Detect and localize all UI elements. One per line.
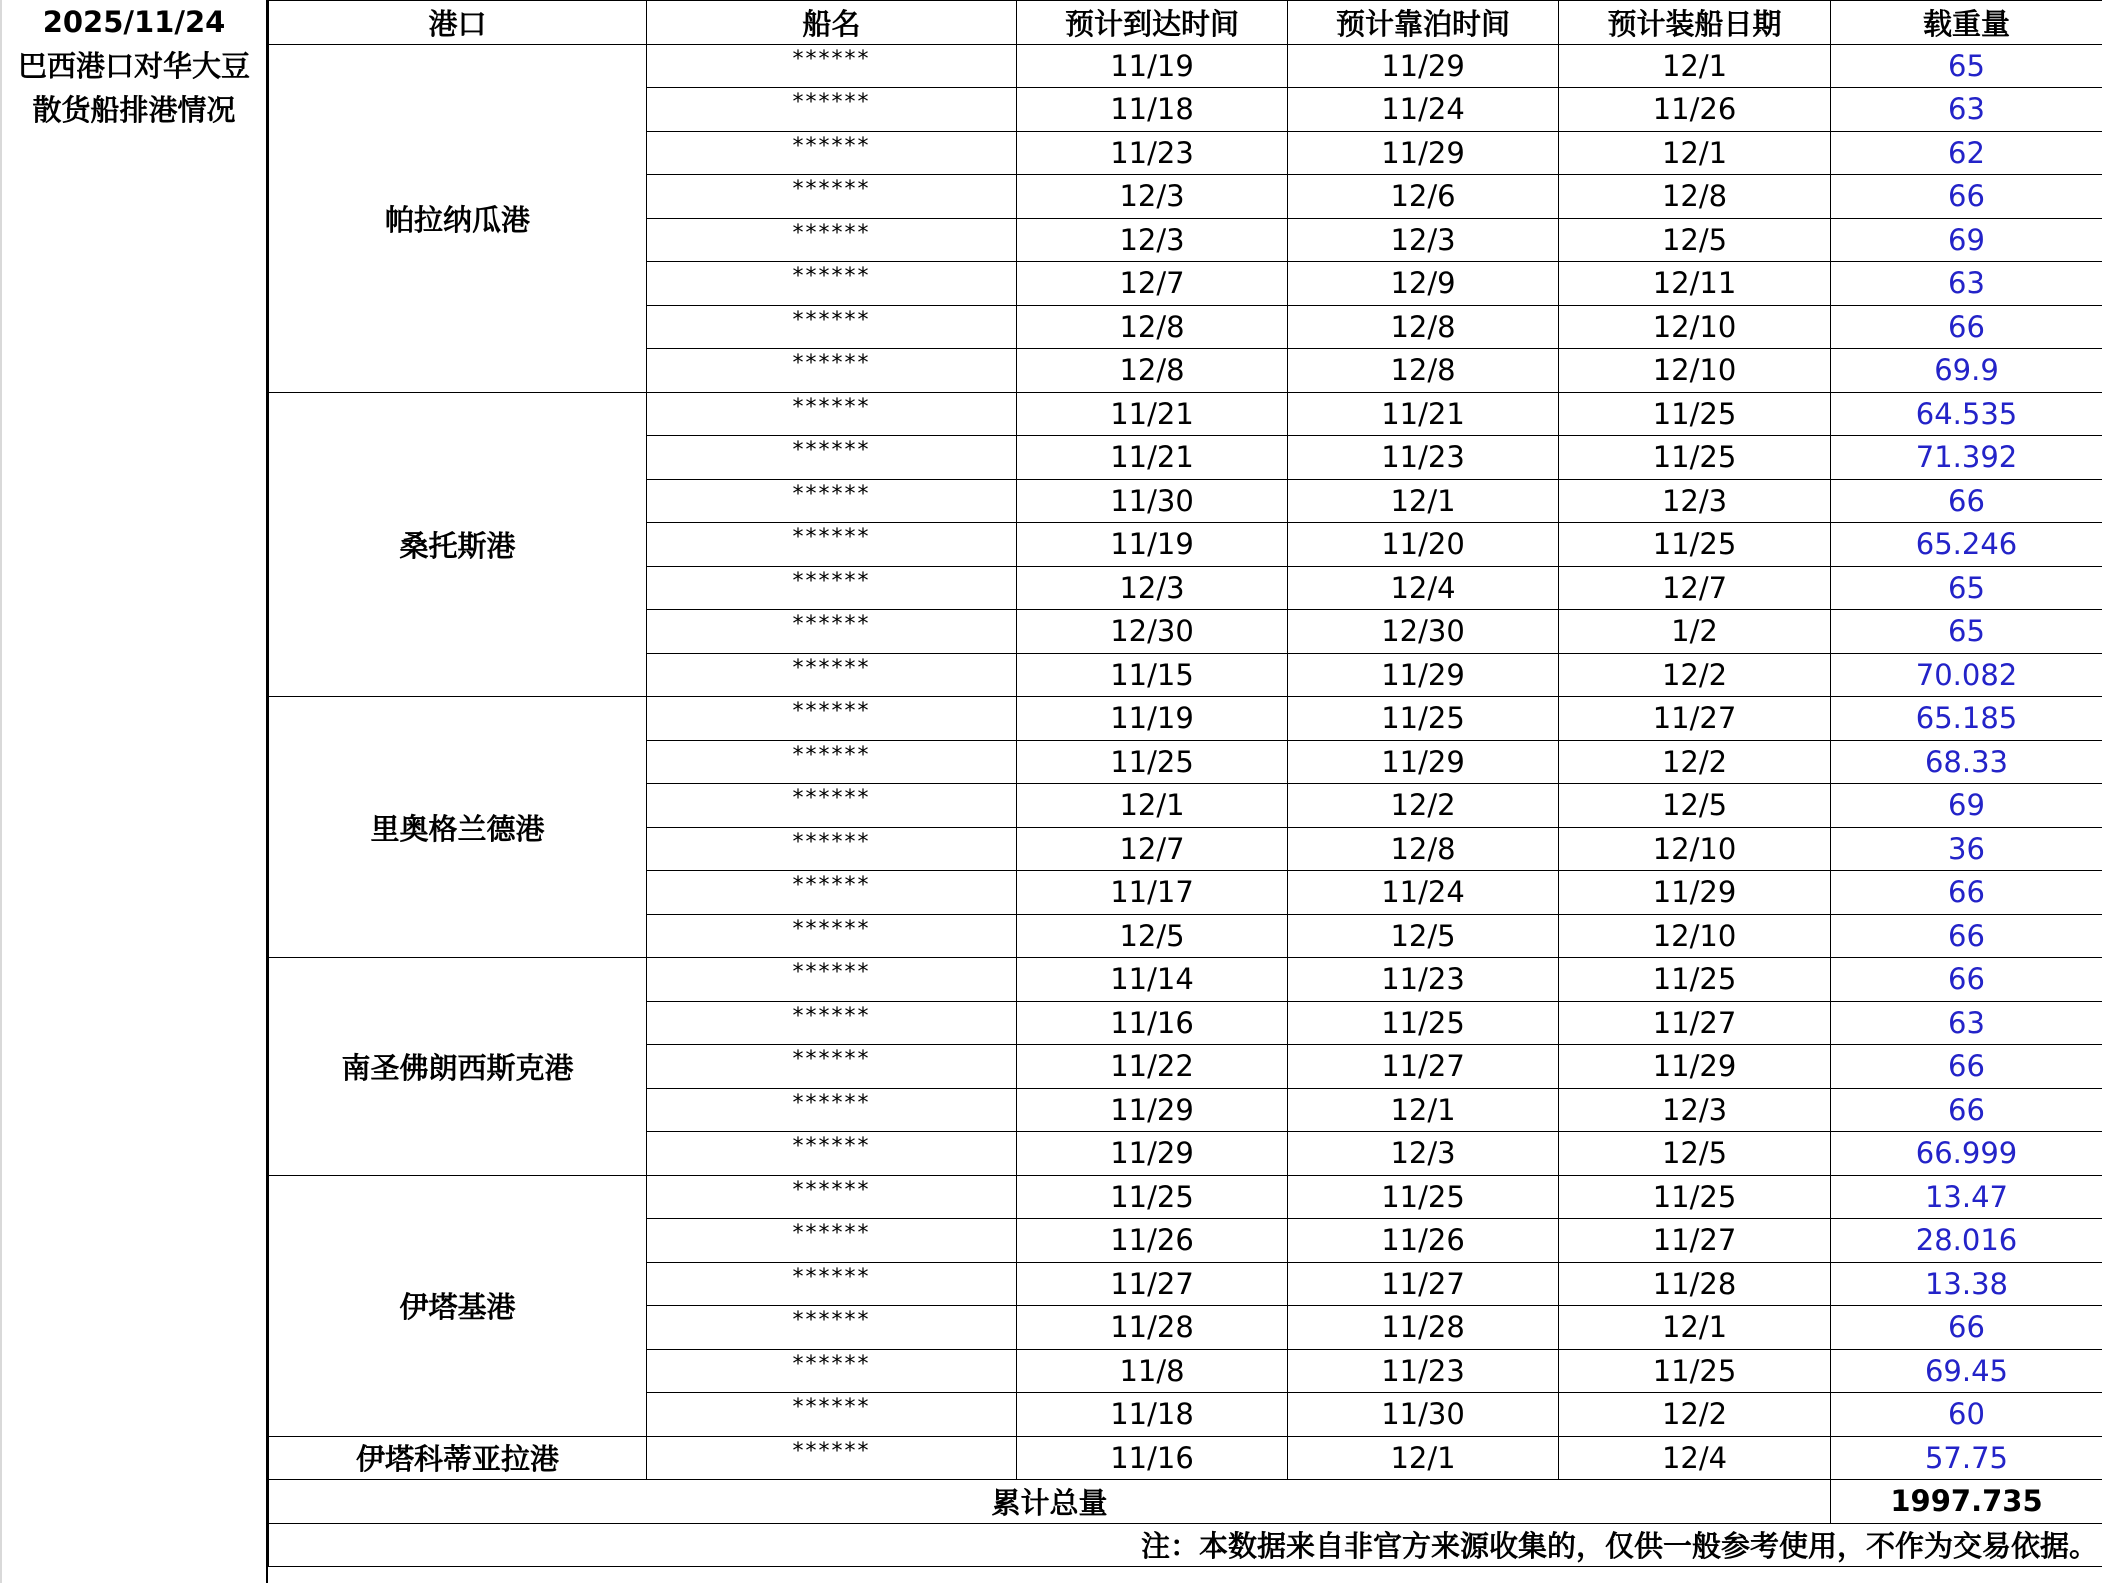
- ship-name-cell: ******: [647, 218, 1017, 262]
- port-name-cell: 南圣佛朗西斯克港: [269, 958, 647, 1176]
- ship-name-cell: ******: [647, 1219, 1017, 1263]
- header-loading: 预计装船日期: [1559, 1, 1831, 45]
- report-title-line2: 散货船排港情况: [32, 93, 236, 127]
- total-row: [269, 1480, 2102, 1524]
- eta-cell: 11/16: [1017, 1001, 1288, 1045]
- loading-cell: 12/10: [1559, 914, 1831, 958]
- berthing-cell: 11/25: [1288, 1001, 1559, 1045]
- ship-name-cell: ******: [647, 784, 1017, 828]
- loading-cell: 12/10: [1559, 349, 1831, 393]
- loading-cell: 12/7: [1559, 566, 1831, 610]
- port-name-cell: 里奥格兰德港: [269, 697, 647, 958]
- eta-cell: 11/14: [1017, 958, 1288, 1002]
- tonnage-cell: 66: [1831, 479, 2102, 523]
- tonnage-cell: 13.38: [1831, 1262, 2102, 1306]
- berthing-cell: 12/8: [1288, 827, 1559, 871]
- table-row: [269, 44, 2102, 88]
- tonnage-cell: 66: [1831, 958, 2102, 1002]
- loading-cell: 11/25: [1559, 436, 1831, 480]
- tonnage-cell: 66: [1831, 1088, 2102, 1132]
- header-berthing: 预计靠泊时间: [1288, 1, 1559, 45]
- tonnage-cell: 71.392: [1831, 436, 2102, 480]
- total-value: 1997.735: [1831, 1480, 2102, 1524]
- tonnage-cell: 65: [1831, 610, 2102, 654]
- tonnage-cell: 66: [1831, 175, 2102, 219]
- loading-cell: 11/25: [1559, 1349, 1831, 1393]
- berthing-cell: 12/3: [1288, 218, 1559, 262]
- berthing-cell: 12/30: [1288, 610, 1559, 654]
- ship-name-cell: ******: [647, 827, 1017, 871]
- tonnage-cell: 65.185: [1831, 697, 2102, 741]
- tonnage-cell: 66.999: [1831, 1132, 2102, 1176]
- eta-cell: 12/8: [1017, 349, 1288, 393]
- loading-cell: 12/2: [1559, 653, 1831, 697]
- berthing-cell: 12/6: [1288, 175, 1559, 219]
- berthing-cell: 12/2: [1288, 784, 1559, 828]
- eta-cell: 11/15: [1017, 653, 1288, 697]
- berthing-cell: 12/1: [1288, 479, 1559, 523]
- eta-cell: 11/25: [1017, 1175, 1288, 1219]
- header-ship-name: 船名: [647, 1, 1017, 45]
- port-name-cell: 桑托斯港: [269, 392, 647, 697]
- eta-cell: 12/3: [1017, 566, 1288, 610]
- ship-name-cell: ******: [647, 305, 1017, 349]
- tonnage-cell: 69.45: [1831, 1349, 2102, 1393]
- ship-name-cell: ******: [647, 523, 1017, 567]
- ship-name-cell: ******: [647, 740, 1017, 784]
- loading-cell: 12/5: [1559, 1132, 1831, 1176]
- eta-cell: 11/17: [1017, 871, 1288, 915]
- disclaimer-note: 注：本数据来自非官方来源收集的，仅供一般参考使用，不作为交易依据。: [269, 1523, 2102, 1567]
- berthing-cell: 11/29: [1288, 740, 1559, 784]
- loading-cell: 11/25: [1559, 1175, 1831, 1219]
- eta-cell: 12/8: [1017, 305, 1288, 349]
- tonnage-cell: 66: [1831, 871, 2102, 915]
- table-row: [269, 958, 2102, 1002]
- eta-cell: 11/21: [1017, 436, 1288, 480]
- eta-cell: 11/19: [1017, 44, 1288, 88]
- berthing-cell: 11/26: [1288, 1219, 1559, 1263]
- header-tonnage: 载重量: [1831, 1, 2102, 45]
- eta-cell: 11/19: [1017, 697, 1288, 741]
- ship-name-cell: ******: [647, 1436, 1017, 1480]
- tonnage-cell: 63: [1831, 88, 2102, 132]
- eta-cell: 11/8: [1017, 1349, 1288, 1393]
- loading-cell: 12/10: [1559, 305, 1831, 349]
- eta-cell: 11/29: [1017, 1132, 1288, 1176]
- loading-cell: 11/29: [1559, 1045, 1831, 1089]
- eta-cell: 11/25: [1017, 740, 1288, 784]
- berthing-cell: 12/1: [1288, 1088, 1559, 1132]
- tonnage-cell: 70.082: [1831, 653, 2102, 697]
- tonnage-cell: 69.9: [1831, 349, 2102, 393]
- berthing-cell: 12/5: [1288, 914, 1559, 958]
- loading-cell: 12/5: [1559, 784, 1831, 828]
- berthing-cell: 11/23: [1288, 1349, 1559, 1393]
- tonnage-cell: 66: [1831, 305, 2102, 349]
- ship-name-cell: ******: [647, 1132, 1017, 1176]
- ship-schedule-table: [268, 0, 2102, 1567]
- ship-name-cell: ******: [647, 566, 1017, 610]
- loading-cell: 12/4: [1559, 1436, 1831, 1480]
- port-name-cell: 伊塔科蒂亚拉港: [269, 1436, 647, 1480]
- tonnage-cell: 65: [1831, 566, 2102, 610]
- tonnage-cell: 36: [1831, 827, 2102, 871]
- berthing-cell: 11/27: [1288, 1045, 1559, 1089]
- loading-cell: 11/27: [1559, 1219, 1831, 1263]
- eta-cell: 12/5: [1017, 914, 1288, 958]
- tonnage-cell: 69: [1831, 784, 2102, 828]
- berthing-cell: 11/25: [1288, 1175, 1559, 1219]
- berthing-cell: 11/20: [1288, 523, 1559, 567]
- berthing-cell: 11/24: [1288, 871, 1559, 915]
- eta-cell: 11/28: [1017, 1306, 1288, 1350]
- loading-cell: 12/2: [1559, 740, 1831, 784]
- ship-name-cell: ******: [647, 1045, 1017, 1089]
- berthing-cell: 11/25: [1288, 697, 1559, 741]
- ship-name-cell: ******: [647, 479, 1017, 523]
- header-port: 港口: [269, 1, 647, 45]
- loading-cell: 11/25: [1559, 392, 1831, 436]
- eta-cell: 11/26: [1017, 1219, 1288, 1263]
- loading-cell: 12/1: [1559, 1306, 1831, 1350]
- loading-cell: 11/27: [1559, 1001, 1831, 1045]
- ship-name-cell: ******: [647, 1001, 1017, 1045]
- tonnage-cell: 68.33: [1831, 740, 2102, 784]
- tonnage-cell: 60: [1831, 1393, 2102, 1437]
- eta-cell: 11/18: [1017, 88, 1288, 132]
- ship-name-cell: ******: [647, 392, 1017, 436]
- eta-cell: 11/19: [1017, 523, 1288, 567]
- tonnage-cell: 66: [1831, 1045, 2102, 1089]
- tonnage-cell: 64.535: [1831, 392, 2102, 436]
- loading-cell: 12/3: [1559, 1088, 1831, 1132]
- loading-cell: 11/25: [1559, 523, 1831, 567]
- loading-cell: 12/10: [1559, 827, 1831, 871]
- ship-name-cell: ******: [647, 436, 1017, 480]
- loading-cell: 11/26: [1559, 88, 1831, 132]
- berthing-cell: 11/23: [1288, 436, 1559, 480]
- ship-name-cell: ******: [647, 44, 1017, 88]
- berthing-cell: 12/8: [1288, 305, 1559, 349]
- eta-cell: 11/23: [1017, 131, 1288, 175]
- ship-name-cell: ******: [647, 653, 1017, 697]
- loading-cell: 12/5: [1559, 218, 1831, 262]
- eta-cell: 11/18: [1017, 1393, 1288, 1437]
- tonnage-cell: 66: [1831, 914, 2102, 958]
- report-title-line1: 巴西港口对华大豆: [17, 49, 250, 83]
- berthing-cell: 11/29: [1288, 44, 1559, 88]
- header-eta: 预计到达时间: [1017, 1, 1288, 45]
- eta-cell: 11/30: [1017, 479, 1288, 523]
- tonnage-cell: 65: [1831, 44, 2102, 88]
- eta-cell: 11/16: [1017, 1436, 1288, 1480]
- tonnage-cell: 62: [1831, 131, 2102, 175]
- tonnage-cell: 13.47: [1831, 1175, 2102, 1219]
- eta-cell: 11/22: [1017, 1045, 1288, 1089]
- eta-cell: 12/7: [1017, 262, 1288, 306]
- ship-name-cell: ******: [647, 349, 1017, 393]
- tonnage-cell: 69: [1831, 218, 2102, 262]
- berthing-cell: 11/29: [1288, 653, 1559, 697]
- berthing-cell: 11/29: [1288, 131, 1559, 175]
- eta-cell: 12/3: [1017, 218, 1288, 262]
- ship-name-cell: ******: [647, 1349, 1017, 1393]
- port-name-cell: 伊塔基港: [269, 1175, 647, 1436]
- table-row: [269, 1175, 2102, 1219]
- berthing-cell: 11/21: [1288, 392, 1559, 436]
- loading-cell: 12/2: [1559, 1393, 1831, 1437]
- schedule-body: [269, 44, 2102, 1480]
- berthing-cell: 12/9: [1288, 262, 1559, 306]
- eta-cell: 12/30: [1017, 610, 1288, 654]
- berthing-cell: 12/3: [1288, 1132, 1559, 1176]
- tonnage-cell: 28.016: [1831, 1219, 2102, 1263]
- berthing-cell: 11/30: [1288, 1393, 1559, 1437]
- loading-cell: 11/27: [1559, 697, 1831, 741]
- loading-cell: 12/1: [1559, 131, 1831, 175]
- ship-name-cell: ******: [647, 88, 1017, 132]
- ship-name-cell: ******: [647, 175, 1017, 219]
- loading-cell: 11/29: [1559, 871, 1831, 915]
- table-row: [269, 697, 2102, 741]
- eta-cell: 11/27: [1017, 1262, 1288, 1306]
- eta-cell: 12/3: [1017, 175, 1288, 219]
- ship-name-cell: ******: [647, 1393, 1017, 1437]
- ship-name-cell: ******: [647, 1088, 1017, 1132]
- loading-cell: 12/3: [1559, 479, 1831, 523]
- ship-name-cell: ******: [647, 697, 1017, 741]
- ship-name-cell: ******: [647, 610, 1017, 654]
- header-row: [269, 1, 2102, 45]
- berthing-cell: 12/8: [1288, 349, 1559, 393]
- ship-name-cell: ******: [647, 131, 1017, 175]
- loading-cell: 1/2: [1559, 610, 1831, 654]
- note-row: [269, 1523, 2102, 1567]
- tonnage-cell: 57.75: [1831, 1436, 2102, 1480]
- ship-name-cell: ******: [647, 1306, 1017, 1350]
- eta-cell: 12/1: [1017, 784, 1288, 828]
- tonnage-cell: 63: [1831, 1001, 2102, 1045]
- table-row: [269, 392, 2102, 436]
- loading-cell: 11/28: [1559, 1262, 1831, 1306]
- eta-cell: 12/7: [1017, 827, 1288, 871]
- loading-cell: 12/8: [1559, 175, 1831, 219]
- berthing-cell: 11/23: [1288, 958, 1559, 1002]
- loading-cell: 12/11: [1559, 262, 1831, 306]
- ship-name-cell: ******: [647, 871, 1017, 915]
- report-date: 2025/11/24: [42, 5, 226, 39]
- tonnage-cell: 65.246: [1831, 523, 2102, 567]
- berthing-cell: 12/4: [1288, 566, 1559, 610]
- port-name-cell: 帕拉纳瓜港: [269, 44, 647, 392]
- table-row: [269, 1436, 2102, 1480]
- ship-name-cell: ******: [647, 1262, 1017, 1306]
- berthing-cell: 11/27: [1288, 1262, 1559, 1306]
- eta-cell: 11/29: [1017, 1088, 1288, 1132]
- side-panel: [0, 0, 268, 1583]
- ship-name-cell: ******: [647, 1175, 1017, 1219]
- berthing-cell: 12/1: [1288, 1436, 1559, 1480]
- eta-cell: 11/21: [1017, 392, 1288, 436]
- ship-name-cell: ******: [647, 914, 1017, 958]
- tonnage-cell: 63: [1831, 262, 2102, 306]
- tonnage-cell: 66: [1831, 1306, 2102, 1350]
- ship-name-cell: ******: [647, 262, 1017, 306]
- loading-cell: 12/1: [1559, 44, 1831, 88]
- berthing-cell: 11/28: [1288, 1306, 1559, 1350]
- ship-name-cell: ******: [647, 958, 1017, 1002]
- berthing-cell: 11/24: [1288, 88, 1559, 132]
- total-label: 累计总量: [269, 1480, 1831, 1524]
- loading-cell: 11/25: [1559, 958, 1831, 1002]
